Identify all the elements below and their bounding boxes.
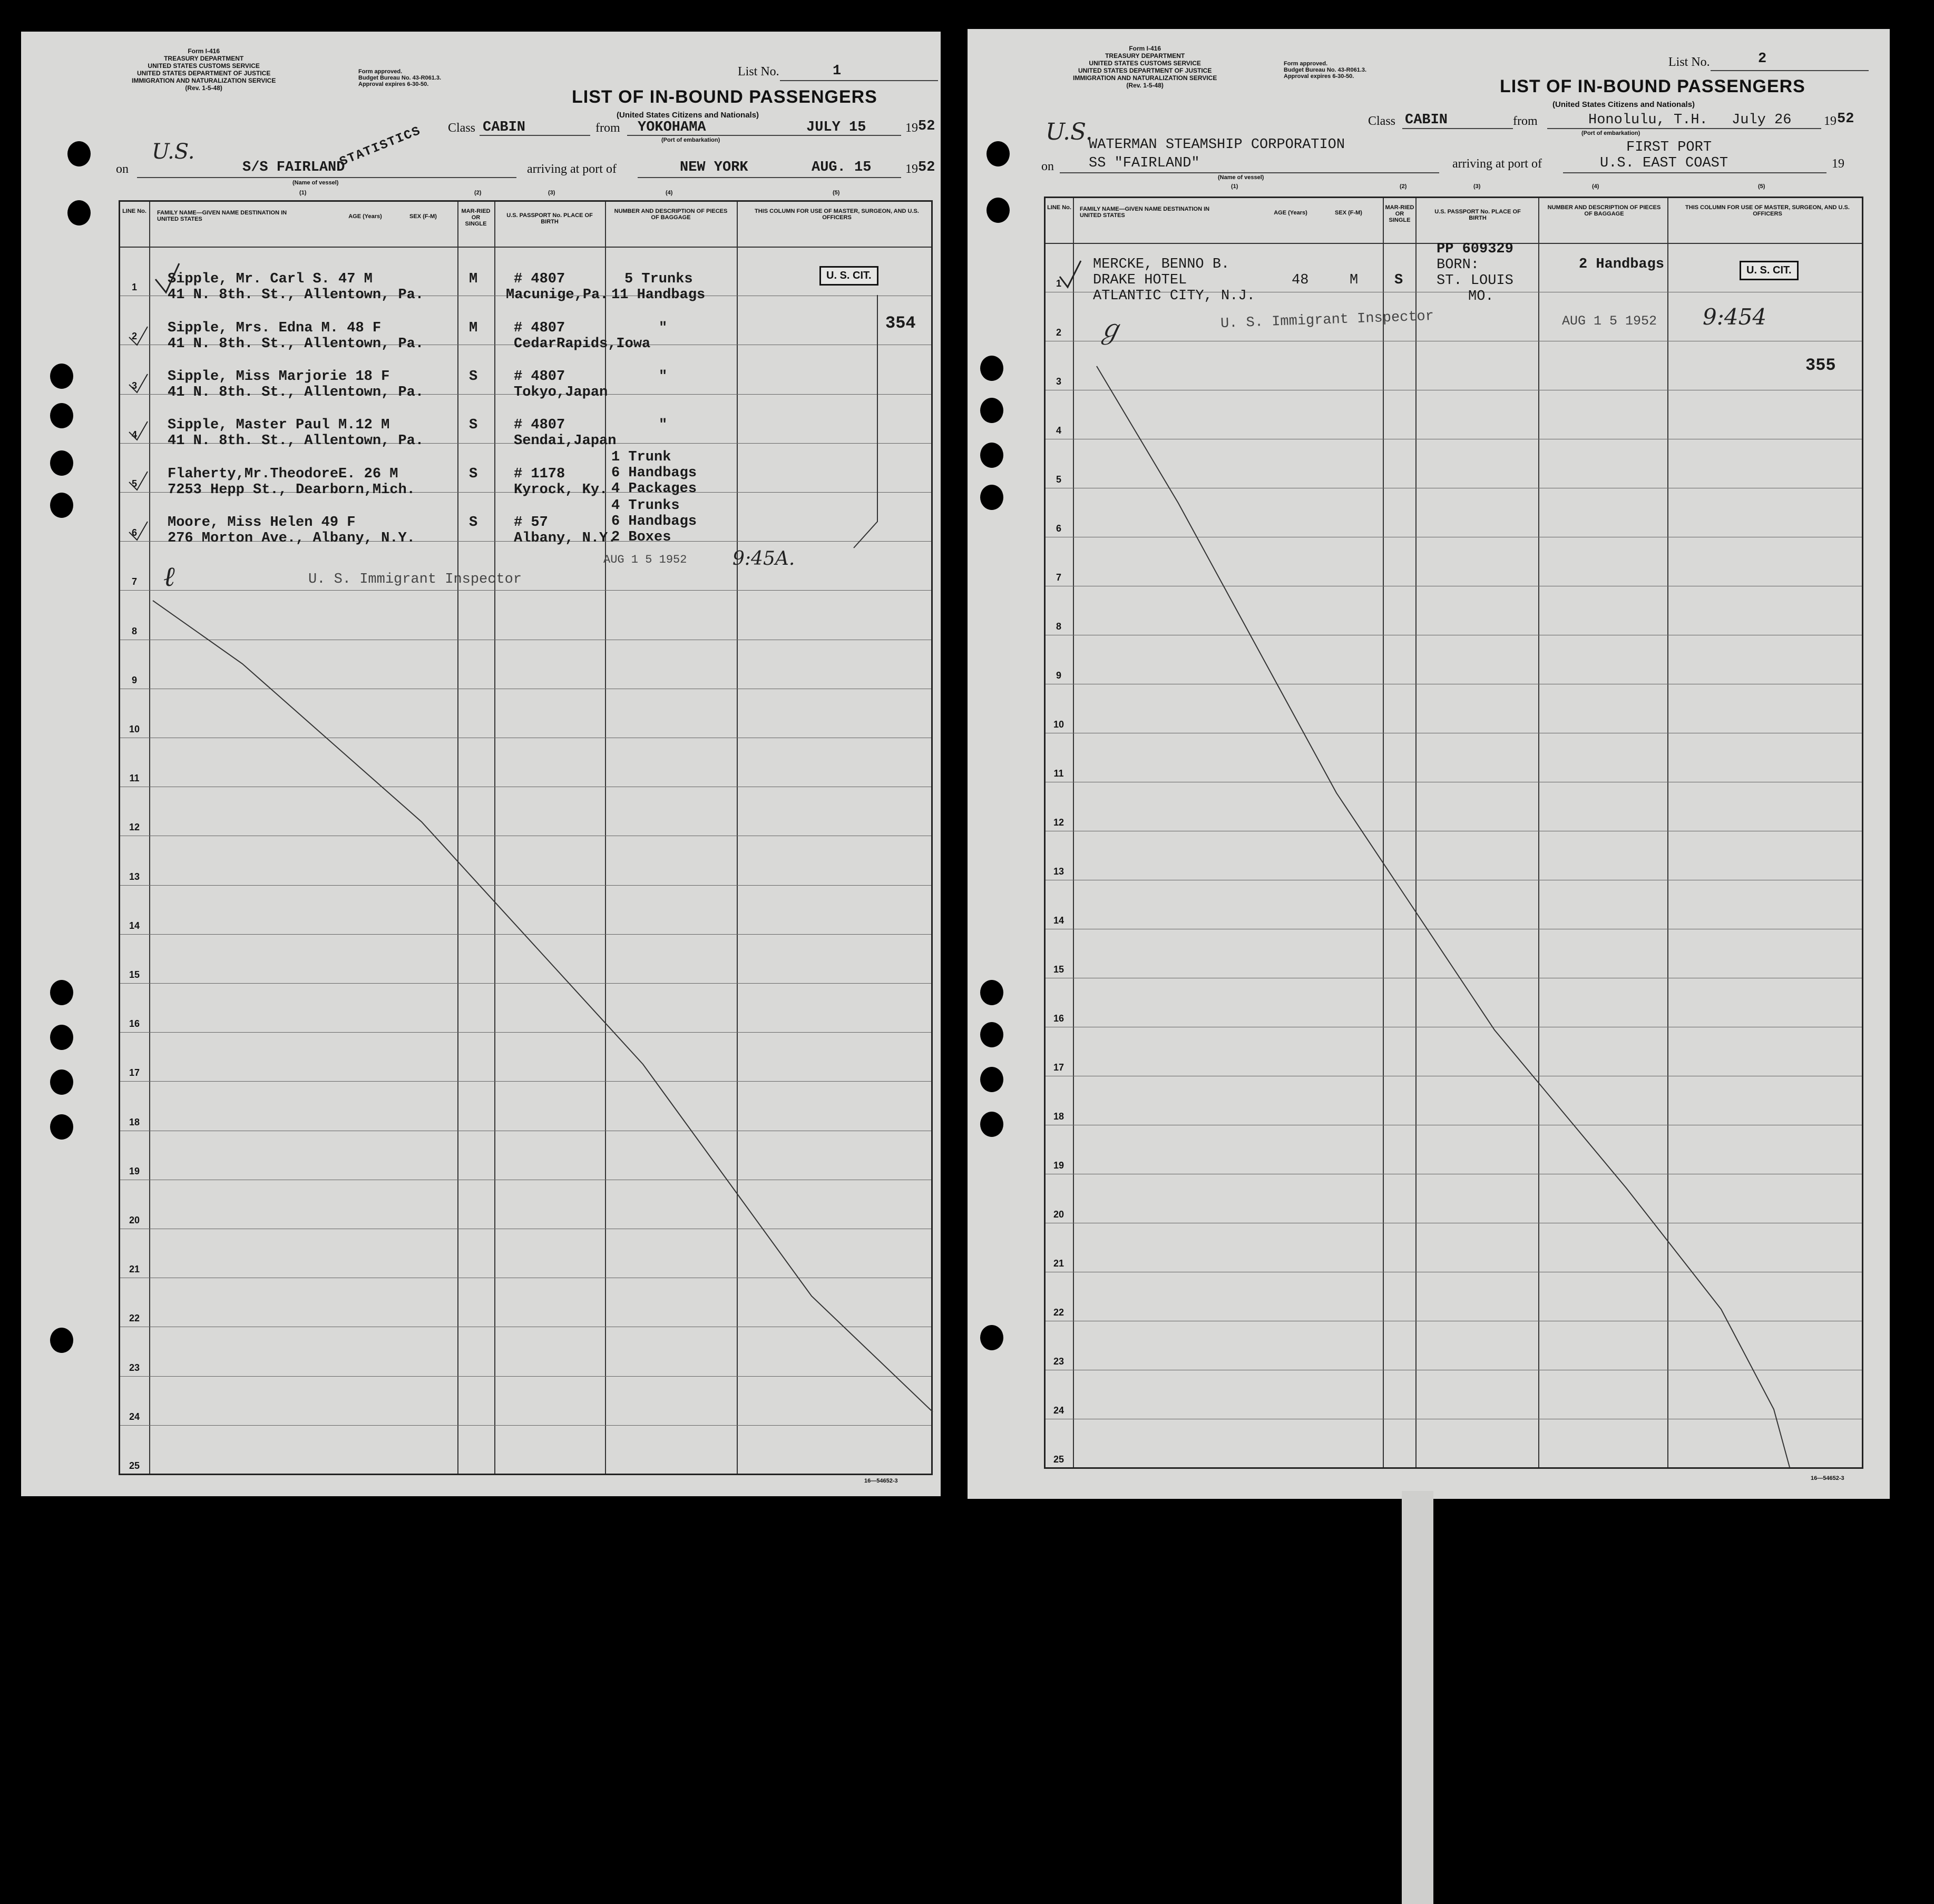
- line-number: 13: [1053, 866, 1064, 877]
- from-label: from: [1513, 114, 1538, 128]
- line-number: 22: [129, 1313, 140, 1324]
- approval-line: Budget Bureau No. 43-R061.3.: [1284, 67, 1367, 73]
- passport-no: # 4807: [514, 417, 565, 433]
- passenger-name: Moore, Miss Helen 49 F: [168, 515, 356, 531]
- header-passport: U.S. PASSPORT No. PLACE OF BIRTH: [506, 212, 593, 225]
- binder-hole: [50, 450, 73, 476]
- line-number: 21: [129, 1264, 140, 1275]
- col-number: (3): [548, 190, 555, 196]
- header-line-no: LINE No.: [1047, 204, 1071, 211]
- col-number: (1): [1231, 183, 1238, 190]
- approval-line: Approval expires 6-30-50.: [358, 81, 429, 87]
- form-agency-ins: IMMIGRATION AND NATURALIZATION SERVICE: [132, 77, 276, 84]
- line-number: 18: [1053, 1111, 1064, 1122]
- class-label: Class: [448, 121, 476, 135]
- us-hand-note: U.S.: [1046, 119, 1093, 145]
- form-agency-customs: UNITED STATES CUSTOMS SERVICE: [148, 62, 260, 70]
- line-number: 12: [129, 822, 140, 833]
- line-number: 10: [129, 724, 140, 734]
- header-sex: SEX (F-M): [409, 213, 437, 220]
- line-number: 11: [129, 773, 140, 784]
- baggage: 2 Handbags: [1579, 257, 1665, 272]
- date-stamp: AUG 1 5 1952: [603, 553, 687, 566]
- passenger-name: MERCKE, BENNO B.: [1093, 257, 1230, 272]
- passenger-name: Sipple, Mr. Carl S. 47 M: [168, 271, 373, 287]
- line-number: 19: [1053, 1160, 1064, 1171]
- marital-status: M: [469, 320, 478, 336]
- binder-hole: [67, 141, 91, 166]
- passenger-name: Sipple, Master Paul M.12 M: [168, 417, 390, 433]
- line-number: 8: [1056, 621, 1061, 632]
- baggage: ": [659, 369, 668, 385]
- inspector-title: U. S. Immigrant Inspector: [308, 572, 522, 587]
- birth-place: Tokyo,Japan: [514, 385, 608, 400]
- from-value: YOKOHAMA: [638, 120, 706, 135]
- baggage: 1 Trunk: [611, 449, 671, 465]
- baggage: 5 Trunks: [624, 271, 693, 287]
- class-value: CABIN: [1405, 112, 1448, 128]
- binder-hole: [67, 200, 91, 225]
- form-block: [132, 47, 276, 92]
- passenger-address: 276 Morton Ave., Albany, N.Y.: [168, 531, 415, 546]
- line-number: 15: [129, 969, 140, 980]
- embark-date: JULY 15: [806, 120, 866, 135]
- passenger-age: 48: [1292, 272, 1309, 288]
- class-value: CABIN: [483, 120, 526, 135]
- line-number: 7: [1056, 572, 1061, 583]
- approval-line: Approval expires 6-30-50.: [1284, 73, 1354, 80]
- page-title: LIST OF IN-BOUND PASSENGERS: [572, 87, 877, 107]
- marital-status: S: [469, 417, 478, 433]
- passenger-address: 41 N. 8th. St., Allentown, Pa.: [168, 385, 424, 400]
- form-agency-customs: UNITED STATES CUSTOMS SERVICE: [1089, 60, 1201, 67]
- line-number: 18: [129, 1116, 140, 1127]
- line-number: 21: [1053, 1258, 1064, 1269]
- binder-hole: [986, 198, 1010, 223]
- binder-hole: [50, 493, 73, 518]
- line-number: 25: [129, 1460, 140, 1471]
- passenger-address: 7253 Hepp St., Dearborn,Mich.: [168, 482, 415, 498]
- binder-hole: [50, 403, 73, 428]
- form-agency-justice: UNITED STATES DEPARTMENT OF JUSTICE: [136, 70, 271, 77]
- date-stamp: AUG 1 5 1952: [1562, 313, 1657, 329]
- year-prefix: 19: [1824, 114, 1837, 128]
- binder-hole: [50, 1069, 73, 1095]
- footer-code: 16—54652-3: [1811, 1475, 1844, 1481]
- baggage: 4 Packages: [611, 481, 697, 497]
- line-number: 17: [129, 1067, 140, 1078]
- line-number: 1: [1056, 278, 1061, 289]
- binder-hole: [50, 1328, 73, 1353]
- baggage: 2 Boxes: [611, 529, 671, 545]
- time-note: 9:45A.: [732, 548, 795, 570]
- line-number: 16: [1053, 1013, 1064, 1024]
- line-number: 16: [129, 1018, 140, 1029]
- passenger-name: Flaherty,Mr.TheodoreE. 26 M: [168, 466, 398, 482]
- line-number: 19: [129, 1165, 140, 1176]
- arrival-year-prefix: 19: [1832, 157, 1844, 171]
- line-number: 10: [1053, 719, 1064, 730]
- binder-hole: [980, 1112, 1003, 1137]
- header-name: FAMILY NAME—GIVEN NAME DESTINATION IN UNITED STATES: [157, 210, 287, 222]
- passenger-address: DRAKE HOTEL: [1093, 272, 1187, 288]
- passenger-name: Sipple, Miss Marjorie 18 F: [168, 369, 390, 385]
- birth-place: Macunige,Pa.: [506, 287, 609, 303]
- passenger-address: 41 N. 8th. St., Allentown, Pa.: [168, 287, 424, 303]
- line-number: 15: [1053, 964, 1064, 975]
- col-number: (2): [474, 190, 482, 196]
- line-number: 5: [131, 478, 137, 489]
- list-no: 2: [1758, 51, 1767, 67]
- marital-status: S: [469, 515, 478, 531]
- film-leader-strip: [1402, 1491, 1433, 1904]
- list-no: 1: [833, 63, 842, 79]
- form-agency-ins: IMMIGRATION AND NATURALIZATION SERVICE: [1073, 74, 1217, 82]
- arrival-year-prefix: 19: [905, 162, 918, 176]
- line-number: 23: [1053, 1356, 1064, 1367]
- passenger-address: 41 N. 8th. St., Allentown, Pa.: [168, 433, 424, 449]
- port-embark-caption: (Port of embarkation): [661, 137, 720, 143]
- line-number: 2: [1056, 327, 1061, 338]
- passport-no: PP 609329: [1437, 241, 1513, 257]
- birth-place: CedarRapids,Iowa: [514, 336, 651, 352]
- header-age: AGE (Years): [348, 213, 382, 220]
- birth-place: Kyrock, Ky.: [514, 482, 608, 498]
- on-label: on: [1041, 160, 1054, 173]
- binder-hole: [980, 1325, 1003, 1350]
- line-number: 12: [1053, 817, 1064, 828]
- year-prefix: 19: [905, 121, 918, 135]
- form-revision: (Rev. 1-5-48): [1126, 82, 1164, 89]
- company-name: WATERMAN STEAMSHIP CORPORATION: [1089, 137, 1345, 153]
- passenger-table: [1044, 197, 1863, 1469]
- line-number: 23: [129, 1362, 140, 1373]
- line-number: 25: [1053, 1454, 1064, 1465]
- baggage: 4 Trunks: [611, 498, 680, 514]
- header-baggage: NUMBER AND DESCRIPTION OF PIECES OF BAGGAGE: [1547, 204, 1661, 217]
- approval-line: Form approved.: [1284, 61, 1328, 67]
- passport-no: # 57: [514, 515, 548, 531]
- col-number: (1): [299, 190, 307, 196]
- approval-line: Form approved.: [358, 68, 403, 75]
- line-number: 24: [1053, 1405, 1064, 1416]
- arrival-port: NEW YORK: [680, 160, 748, 175]
- line-number: 3: [1056, 376, 1061, 387]
- inspector-signature-mark: ℓ: [163, 561, 175, 593]
- header-line-no: LINE No.: [122, 208, 146, 214]
- binder-hole: [50, 980, 73, 1005]
- year-value: 52: [1837, 111, 1854, 127]
- binder-hole: [50, 364, 73, 389]
- passenger-name: Sipple, Mrs. Edna M. 48 F: [168, 320, 382, 336]
- inspector-title: U. S. Immigrant Inspector: [1220, 308, 1434, 332]
- from-label: from: [595, 121, 620, 135]
- inspector-signature-mark: ℊ: [1097, 314, 1123, 345]
- form-revision: (Rev. 1-5-48): [185, 84, 222, 92]
- binder-hole: [980, 1022, 1003, 1047]
- page-number: 354: [885, 313, 916, 333]
- line-number: 1: [131, 282, 137, 293]
- header-married: MAR-RIED OR SINGLE: [1385, 204, 1414, 223]
- header-officers: THIS COLUMN FOR USE OF MASTER, SURGEON, AND U.S. OFFICERS: [1685, 204, 1850, 217]
- passport-no: # 4807: [514, 320, 565, 336]
- marital-status: M: [469, 271, 478, 287]
- baggage: ": [659, 320, 668, 336]
- line-number: 7: [131, 576, 137, 587]
- form-agency-justice: UNITED STATES DEPARTMENT OF JUSTICE: [1078, 67, 1212, 74]
- baggage: 6 Handbags: [611, 514, 697, 529]
- time-note: 9:454: [1703, 304, 1767, 330]
- line-number: 9: [131, 674, 137, 685]
- page-subtitle: (United States Citizens and Nationals): [617, 111, 759, 120]
- line-number: 6: [131, 527, 137, 538]
- vessel-caption: (Name of vessel): [1218, 174, 1264, 181]
- passenger-sex: M: [1350, 272, 1359, 288]
- arrival-port: U.S. EAST COAST: [1600, 155, 1728, 171]
- line-number: 20: [1053, 1209, 1064, 1220]
- arrival-year: 52: [918, 160, 935, 175]
- col-number: (5): [1758, 183, 1765, 190]
- col-number: (5): [833, 190, 840, 196]
- vessel-name: SS "FAIRLAND": [1089, 155, 1200, 171]
- form-number: Form I-416: [188, 47, 220, 55]
- line-number: 22: [1053, 1307, 1064, 1318]
- manifest-page-list-2: [968, 29, 1890, 1499]
- passport-no: # 4807: [514, 369, 565, 385]
- line-number: 9: [1056, 670, 1061, 681]
- binder-hole: [980, 398, 1003, 423]
- header-baggage: NUMBER AND DESCRIPTION OF PIECES OF BAGGAGE: [614, 208, 728, 221]
- line-number: 4: [1056, 425, 1061, 436]
- birth-place: Albany, N.Y.: [514, 531, 617, 546]
- page-number: 355: [1805, 356, 1836, 375]
- line-number: 8: [131, 625, 137, 636]
- approval-line: Budget Bureau No. 43-R061.3.: [358, 75, 442, 81]
- binder-hole: [980, 443, 1003, 468]
- passport-no: # 1178: [514, 466, 565, 482]
- passport-no: # 4807: [514, 271, 565, 287]
- line-number: 20: [129, 1215, 140, 1225]
- birth-place: ST. LOUIS: [1437, 273, 1513, 289]
- approval-block: [358, 68, 441, 87]
- birth-place: BORN:: [1437, 257, 1480, 273]
- line-number: 13: [129, 871, 140, 882]
- header-married: MAR-RIED OR SINGLE: [461, 208, 491, 227]
- baggage: 6 Handbags: [611, 465, 697, 481]
- line-number: 6: [1056, 523, 1061, 534]
- line-number: 2: [131, 331, 137, 342]
- arrival-date: AUG. 15: [812, 160, 872, 175]
- statistics-stamp: STATISTICS: [337, 124, 424, 170]
- list-no-label: List No.: [1668, 55, 1710, 69]
- col-number: (2): [1400, 183, 1407, 190]
- line-number: 14: [1053, 915, 1064, 926]
- header-passport: U.S. PASSPORT No. PLACE OF BIRTH: [1434, 209, 1521, 221]
- embark-date: July 26: [1732, 112, 1792, 128]
- marital-status: S: [469, 466, 478, 482]
- binder-hole: [986, 141, 1010, 166]
- form-agency-treasury: TREASURY DEPARTMENT: [1105, 52, 1185, 60]
- line-number: 3: [131, 380, 137, 391]
- from-value: Honolulu, T.H.: [1588, 112, 1708, 128]
- header-age: AGE (Years): [1274, 210, 1307, 216]
- binder-hole: [980, 356, 1003, 381]
- col-number: (3): [1473, 183, 1481, 190]
- marital-status: S: [469, 369, 478, 385]
- vessel-name: S/S FAIRLAND: [242, 160, 345, 175]
- line-number: 14: [129, 920, 140, 931]
- form-number: Form I-416: [1129, 45, 1161, 52]
- passenger-address: 41 N. 8th. St., Allentown, Pa.: [168, 336, 424, 352]
- birth-place: MO.: [1468, 289, 1494, 305]
- form-block: [1073, 45, 1217, 89]
- approval-block: [1284, 61, 1366, 80]
- us-citizen-stamp: U. S. CIT.: [819, 266, 878, 286]
- col-number: (4): [1592, 183, 1599, 190]
- header-sex: SEX (F-M): [1335, 210, 1362, 216]
- baggage: ": [659, 417, 668, 433]
- header-name: FAMILY NAME—GIVEN NAME DESTINATION IN UNITED STATES: [1080, 206, 1210, 219]
- vessel-caption: (Name of vessel): [292, 180, 339, 186]
- binder-hole: [50, 1114, 73, 1140]
- us-hand-note: U.S.: [152, 140, 195, 164]
- col-number: (4): [666, 190, 673, 196]
- marital-status: S: [1394, 272, 1403, 288]
- page-subtitle: (United States Citizens and Nationals): [1552, 100, 1695, 109]
- class-label: Class: [1368, 114, 1396, 128]
- binder-hole: [980, 485, 1003, 510]
- manifest-page-list-1: [21, 32, 941, 1496]
- binder-hole: [50, 1025, 73, 1050]
- binder-hole: [980, 980, 1003, 1005]
- passenger-address: ATLANTIC CITY, N.J.: [1093, 288, 1255, 304]
- arriving-label: arriving at port of: [527, 162, 617, 176]
- on-label: on: [116, 162, 129, 176]
- line-number: 5: [1056, 474, 1061, 485]
- form-agency-treasury: TREASURY DEPARTMENT: [164, 55, 244, 62]
- port-embark-caption: (Port of embarkation): [1581, 130, 1640, 136]
- list-no-label: List No.: [738, 65, 779, 78]
- baggage: 11 Handbags: [611, 287, 706, 303]
- header-officers: THIS COLUMN FOR USE OF MASTER, SURGEON, AND U.S. OFFICERS: [755, 208, 919, 221]
- year-value: 52: [918, 119, 935, 134]
- arriving-label: arriving at port of: [1452, 157, 1542, 171]
- page-title: LIST OF IN-BOUND PASSENGERS: [1500, 76, 1805, 96]
- line-number: 4: [131, 429, 137, 440]
- us-citizen-stamp: U. S. CIT.: [1740, 261, 1799, 280]
- line-number: 17: [1053, 1062, 1064, 1073]
- line-number: 24: [129, 1411, 140, 1422]
- line-number: 11: [1053, 768, 1064, 779]
- footer-code: 16—54652-3: [864, 1478, 898, 1484]
- binder-hole: [980, 1067, 1003, 1092]
- birth-place: Sendai,Japan: [514, 433, 617, 449]
- first-port: FIRST PORT: [1626, 140, 1712, 155]
